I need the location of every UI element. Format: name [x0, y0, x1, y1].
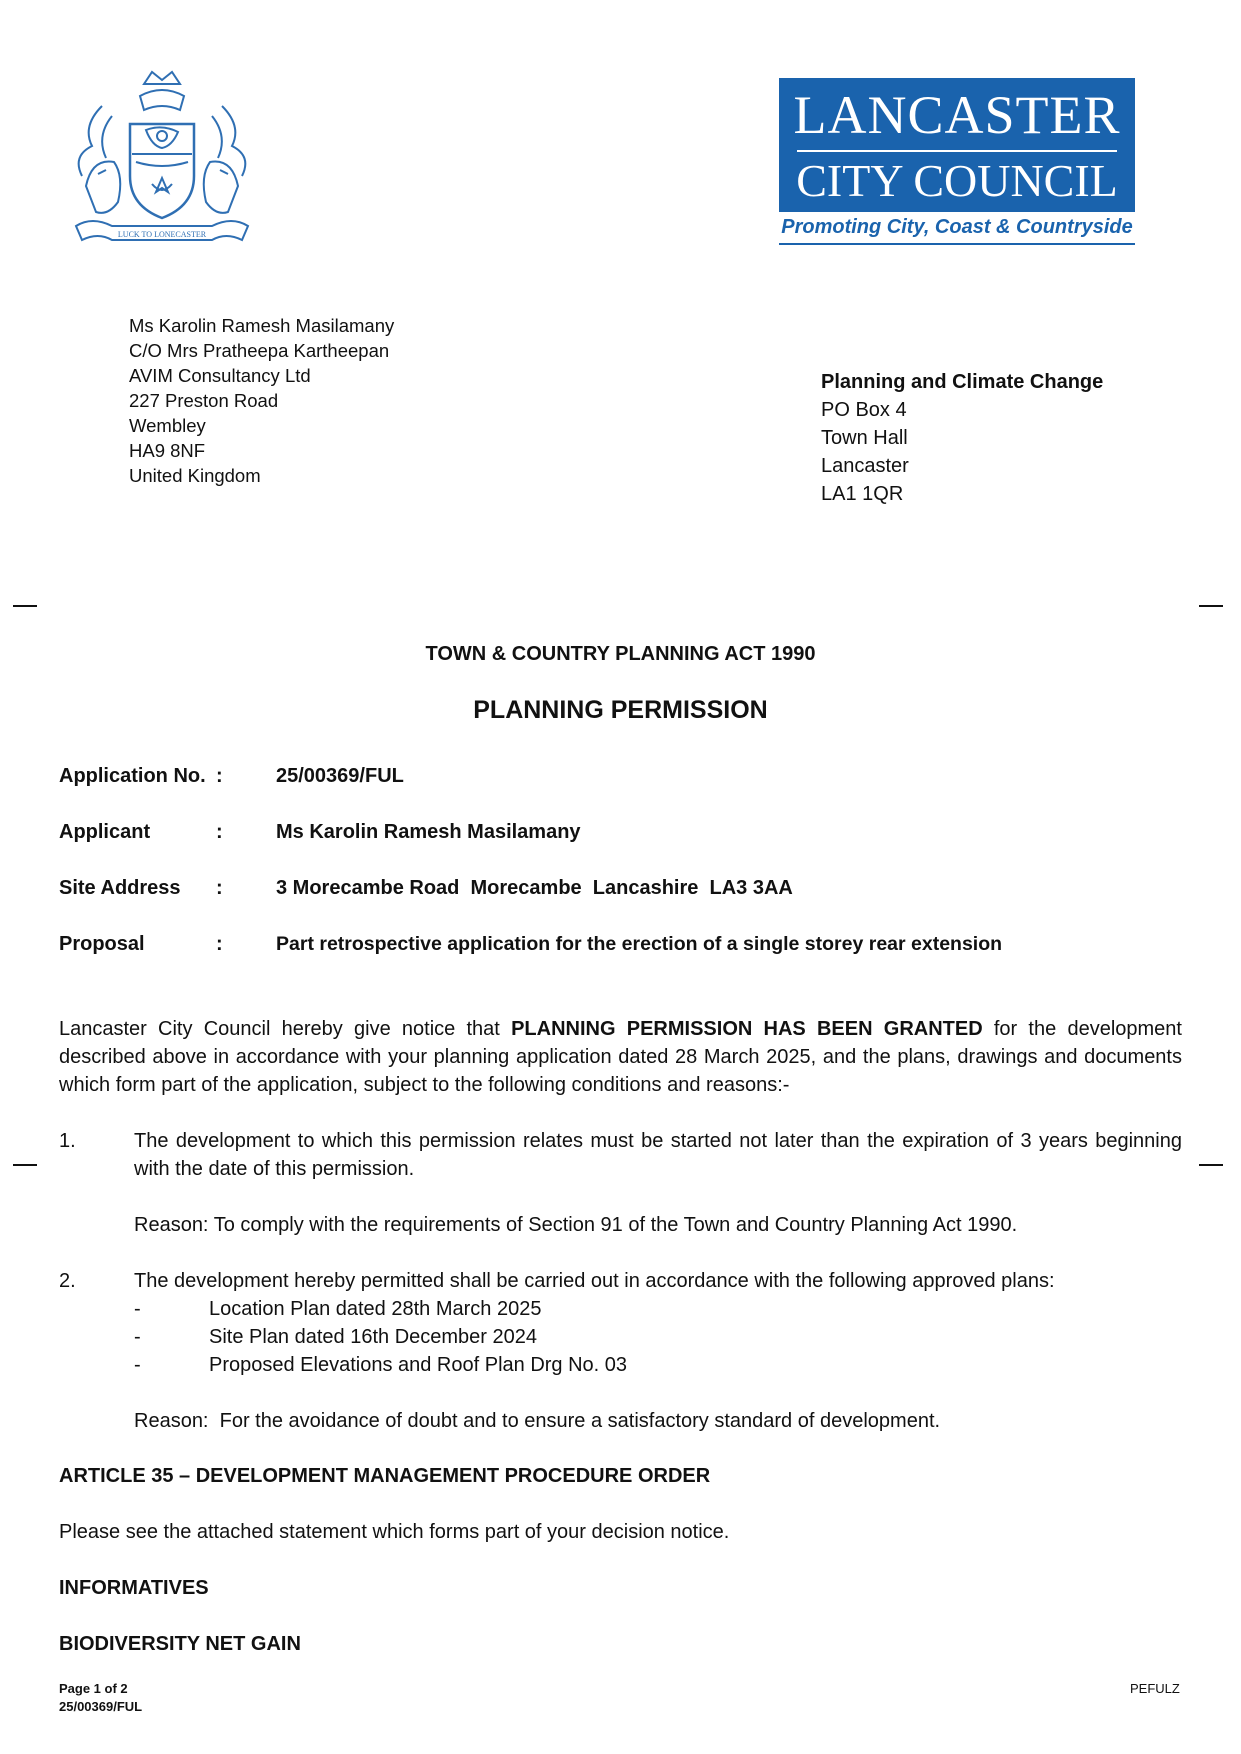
plan-bullet: - — [134, 1326, 141, 1348]
notice-paragraph — [59, 1015, 1182, 1099]
crest-motto: LUCK TO LONECASTER — [117, 230, 207, 239]
article35-heading: ARTICLE 35 – DEVELOPMENT MANAGEMENT PROCEDURE ORDER — [59, 1465, 711, 1487]
condition-number: 2. — [59, 1270, 76, 1292]
detail-label-applicant: Applicant — [59, 821, 151, 843]
logo-tagline-underline — [779, 243, 1135, 245]
act-heading: TOWN & COUNTRY PLANNING ACT 1990 — [425, 643, 816, 665]
biodiversity-heading: BIODIVERSITY NET GAIN — [59, 1633, 301, 1655]
detail-value-application-no: 25/00369/FUL — [276, 765, 404, 787]
detail-label-application-no: Application No. — [59, 765, 206, 787]
notice-granted: PLANNING PERMISSION HAS BEEN GRANTED — [511, 1018, 983, 1040]
footer-code: PEFULZ — [1130, 1681, 1180, 1696]
article35-text: Please see the attached statement which forms part of your decision notice. — [59, 1521, 730, 1543]
detail-separator: : — [216, 821, 223, 843]
approved-plan-item: Site Plan dated 16th December 2024 — [209, 1326, 537, 1348]
informatives-heading: INFORMATIVES — [59, 1577, 209, 1599]
footer-reference: 25/00369/FUL — [59, 1699, 143, 1714]
condition-reason: Reason: To comply with the requirements of Section 91 of the Town and Country Planning Act 1990. — [134, 1214, 1018, 1236]
council-logo — [779, 78, 1135, 212]
footer-page-number: Page 1 of 2 — [59, 1681, 128, 1696]
recipient-line: Wembley — [129, 415, 206, 436]
office-line: Town Hall — [821, 427, 908, 449]
recipient-line: AVIM Consultancy Ltd — [129, 365, 311, 386]
approved-plan-item: Proposed Elevations and Roof Plan Drg No. 03 — [209, 1354, 628, 1376]
approved-plan-item: Location Plan dated 28th March 2025 — [209, 1298, 542, 1320]
recipient-line: C/O Mrs Pratheepa Kartheepan — [129, 340, 390, 361]
page-title: PLANNING PERMISSION — [473, 696, 768, 724]
recipient-line: United Kingdom — [129, 465, 261, 486]
coat-of-arms-icon — [62, 66, 262, 252]
detail-label-site-address: Site Address — [59, 877, 181, 899]
logo-line-1: LANCASTER — [793, 85, 1121, 145]
fold-mark — [1199, 1164, 1223, 1166]
office-department: Planning and Climate Change — [821, 371, 1104, 393]
council-crest — [62, 66, 262, 252]
detail-value-applicant: Ms Karolin Ramesh Masilamany — [276, 821, 581, 843]
detail-label-proposal: Proposal — [59, 933, 145, 955]
office-address — [821, 368, 1103, 508]
condition-number: 1. — [59, 1130, 76, 1152]
detail-separator: : — [216, 765, 223, 787]
recipient-line: HA9 8NF — [129, 440, 206, 461]
recipient-line: Ms Karolin Ramesh Masilamany — [129, 315, 395, 336]
detail-separator: : — [216, 877, 223, 899]
logo-line-2: CITY COUNCIL — [796, 155, 1118, 206]
logo-divider — [797, 150, 1117, 152]
notice-text: Lancaster City Council hereby give notice that — [59, 1018, 512, 1040]
condition-text: The development to which this permission relates must be started not later than the expiration of 3 years beginning with the date of this permission. — [134, 1130, 1182, 1180]
detail-separator: : — [216, 933, 223, 955]
recipient-line: 227 Preston Road — [129, 390, 279, 411]
plan-bullet: - — [134, 1354, 141, 1376]
notice-text: for the development described above in accordance with your planning application dated 28 March 2025, and the plans, drawings and documents which form part of the application, subject to the following conditions and reasons:- — [59, 1018, 1182, 1096]
condition-reason: Reason: For the avoidance of doubt and to ensure a satisfactory standard of development. — [134, 1410, 941, 1432]
logo-tagline: Promoting City, Coast & Countryside — [781, 216, 1133, 238]
condition-text: The development hereby permitted shall be carried out in accordance with the following approved plans: — [134, 1270, 1055, 1292]
fold-mark — [13, 605, 37, 607]
office-line: Lancaster — [821, 455, 909, 477]
fold-mark — [13, 1164, 37, 1166]
office-line: LA1 1QR — [821, 483, 904, 505]
recipient-address — [129, 313, 394, 488]
fold-mark — [1199, 605, 1223, 607]
plan-bullet: - — [134, 1298, 141, 1320]
office-line: PO Box 4 — [821, 399, 907, 421]
detail-value-site-address: 3 Morecambe Road Morecambe Lancashire LA3 3AA — [276, 877, 793, 899]
detail-value-proposal: Part retrospective application for the erection of a single storey rear extension — [276, 933, 1003, 955]
